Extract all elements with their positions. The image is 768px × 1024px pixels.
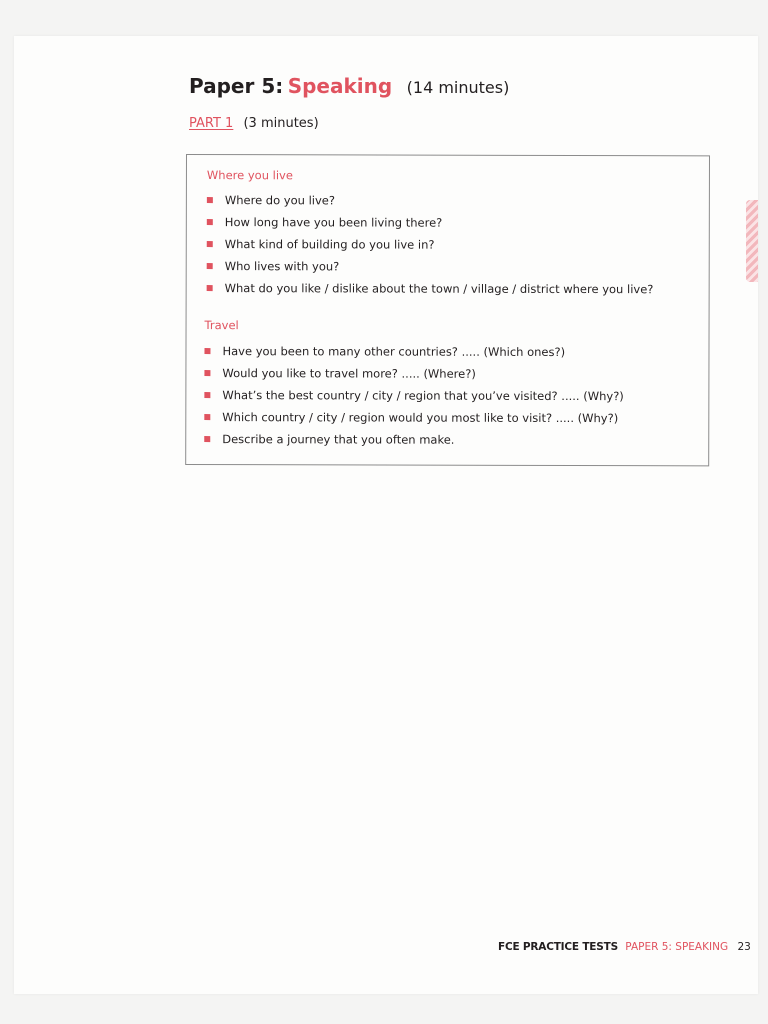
section-heading-travel: Travel: [204, 318, 239, 333]
footer-series: FCE PRACTICE TESTS: [498, 941, 618, 953]
question-text: Where do you live?: [224, 193, 335, 208]
part-heading: [189, 116, 319, 131]
square-bullet-icon: [204, 348, 210, 354]
questions-box: [185, 154, 710, 466]
title-duration: (14 minutes): [406, 78, 510, 97]
part-duration: (3 minutes): [243, 116, 319, 131]
question-text: Describe a journey that you often make.: [222, 432, 455, 447]
square-bullet-icon: [204, 436, 210, 442]
list-item: [207, 189, 654, 212]
square-bullet-icon: [204, 414, 210, 420]
footer-section: PAPER 5: SPEAKING: [625, 941, 729, 953]
square-bullet-icon: [207, 263, 213, 269]
list-item: [204, 362, 623, 385]
question-list-where-you-live: [207, 189, 654, 300]
page-title: [189, 76, 509, 97]
list-item: [207, 277, 654, 300]
page-number: 23: [737, 941, 751, 953]
square-bullet-icon: [207, 197, 213, 203]
list-item: [204, 428, 623, 451]
square-bullet-icon: [204, 370, 210, 376]
question-text: What do you like / dislike about the town / village / district where you live?: [224, 281, 654, 297]
part-label: PART 1: [189, 116, 234, 131]
question-text: How long have you been living there?: [224, 215, 443, 230]
list-item: [204, 384, 623, 407]
question-text: Have you been to many other countries? ..... (Which ones?): [222, 344, 566, 359]
question-list-travel: [204, 340, 624, 451]
list-item: [204, 340, 623, 363]
question-text: What’s the best country / city / region that you’ve visited? ..... (Why?): [222, 388, 624, 404]
title-paper: Paper 5:: [189, 74, 284, 98]
square-bullet-icon: [204, 392, 210, 398]
section-tab-marker: [746, 200, 758, 282]
question-text: Who lives with you?: [224, 259, 340, 274]
question-text: Which country / city / region would you most like to visit? ..... (Why?): [222, 410, 619, 426]
square-bullet-icon: [207, 285, 213, 291]
question-text: Would you like to travel more? ..... (Where?): [222, 366, 476, 381]
square-bullet-icon: [207, 241, 213, 247]
square-bullet-icon: [207, 219, 213, 225]
page-footer: [498, 941, 751, 953]
title-subject: Speaking: [287, 74, 393, 98]
list-item: [204, 406, 623, 429]
section-heading-where-you-live: Where you live: [206, 168, 293, 183]
list-item: [207, 255, 654, 278]
list-item: [207, 233, 654, 256]
list-item: [207, 211, 654, 234]
question-text: What kind of building do you live in?: [224, 237, 435, 252]
